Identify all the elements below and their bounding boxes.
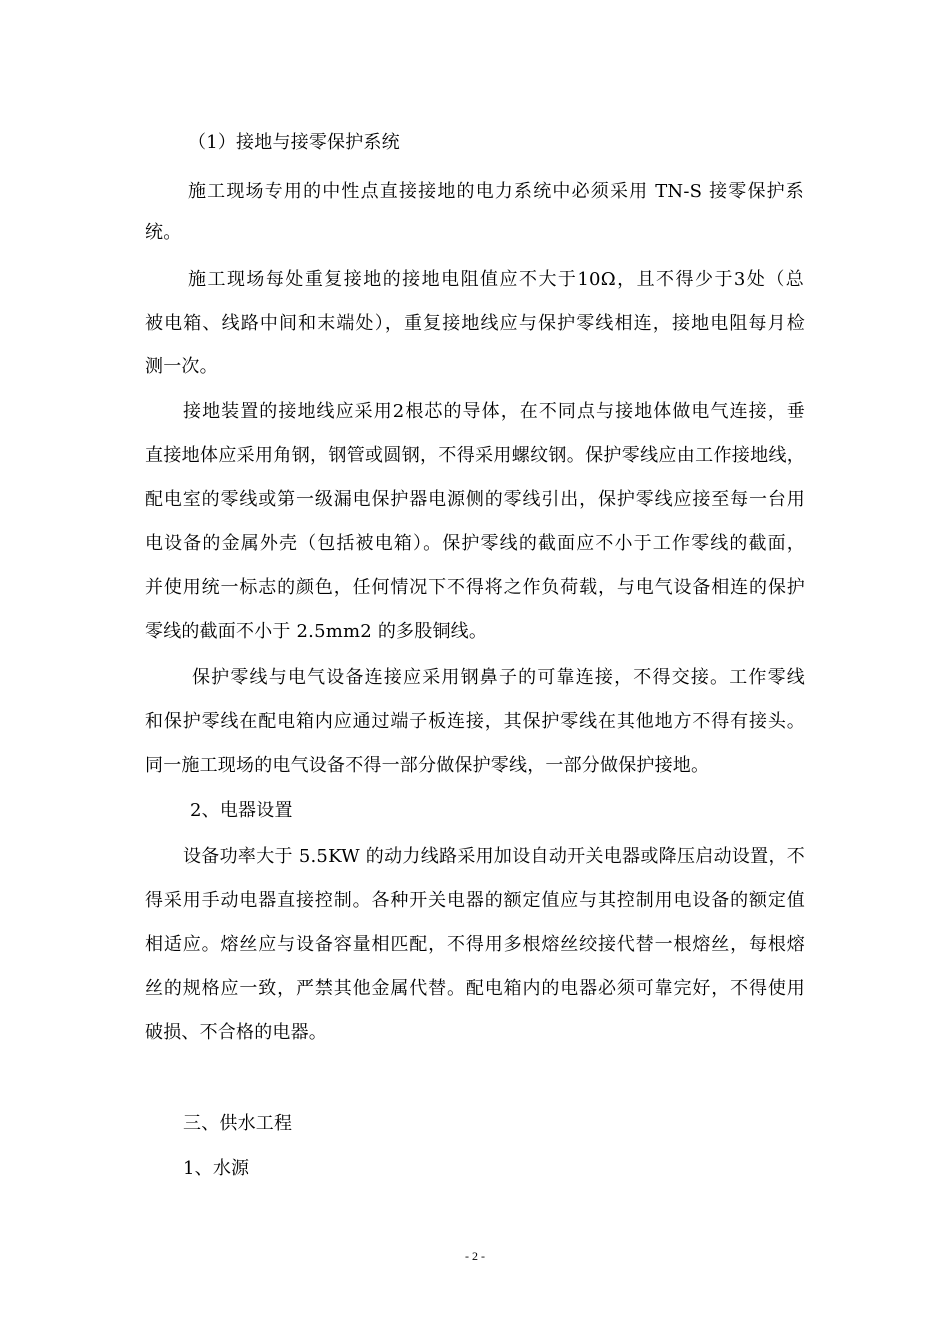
paragraph-grounding-device-line-5: 并使用统一标志的颜色，任何情况下不得将之作负荷载，与电气设备相连的保护 xyxy=(145,577,805,598)
paragraph-electrical-setup-line-4: 丝的规格应一致，严禁其他金属代替。配电箱内的电器必须可靠完好，不得使用 xyxy=(145,978,805,999)
heading-grounding-system: （1）接地与接零保护系统 xyxy=(188,132,400,153)
page-number: - 2 - xyxy=(465,1249,485,1263)
paragraph-protection-wire-line-2: 和保护零线在配电箱内应通过端子板连接，其保护零线在其他地方不得有接头。 xyxy=(145,711,805,732)
heading-water-source: 1、水源 xyxy=(183,1158,250,1179)
paragraph-electrical-setup-line-5: 破损、不合格的电器。 xyxy=(145,1022,327,1043)
paragraph-electrical-setup-line-3: 相适应。熔丝应与设备容量相匹配，不得用多根熔丝绞接代替一根熔丝，每根熔 xyxy=(145,934,805,955)
paragraph-repeat-grounding-line-1: 施工现场每处重复接地的接地电阻值应不大于10Ω，且不得少于3处（总 xyxy=(188,269,804,290)
paragraph-grounding-device-line-3: 配电室的零线或第一级漏电保护器电源侧的零线引出，保护零线应接至每一台用 xyxy=(145,489,805,510)
paragraph-protection-wire-line-3: 同一施工现场的电气设备不得一部分做保护零线，一部分做保护接地。 xyxy=(145,755,710,776)
paragraph-electrical-setup-line-2: 得采用手动电器直接控制。各种开关电器的额定值应与其控制用电设备的额定值 xyxy=(145,890,805,911)
heading-water-supply: 三、供水工程 xyxy=(183,1113,293,1134)
paragraph-grounding-device-line-1: 接地装置的接地线应采用2根芯的导体，在不同点与接地体做电气连接，垂 xyxy=(183,401,805,422)
paragraph-protection-wire-line-1: 保护零线与电气设备连接应采用钢鼻子的可靠连接，不得交接。工作零线 xyxy=(192,667,805,688)
paragraph-grounding-device-line-4: 电设备的金属外壳（包括被电箱）。保护零线的截面应不小于工作零线的截面， xyxy=(145,533,805,554)
paragraph-grounding-device-line-2: 直接地体应采用角钢，钢管或圆钢，不得采用螺纹钢。保护零线应由工作接地线， xyxy=(145,445,805,466)
heading-electrical-setup: 2、电器设置 xyxy=(190,800,293,821)
paragraph-repeat-grounding-line-2: 被电箱、线路中间和末端处），重复接地线应与保护零线相连，接地电阻每月检 xyxy=(145,313,805,334)
paragraph-repeat-grounding-line-3: 测一次。 xyxy=(145,356,218,377)
paragraph-grounding-device-line-6: 零线的截面不小于 2.5mm2 的多股铜线。 xyxy=(145,621,488,642)
paragraph-tn-s-line-1: 施工现场专用的中性点直接接地的电力系统中必须采用 TN-S 接零保护系 xyxy=(188,181,804,202)
paragraph-electrical-setup-line-1: 设备功率大于 5.5KW 的动力线路采用加设自动开关电器或降压启动设置，不 xyxy=(183,846,805,867)
paragraph-tn-s-line-2: 统。 xyxy=(145,222,182,243)
